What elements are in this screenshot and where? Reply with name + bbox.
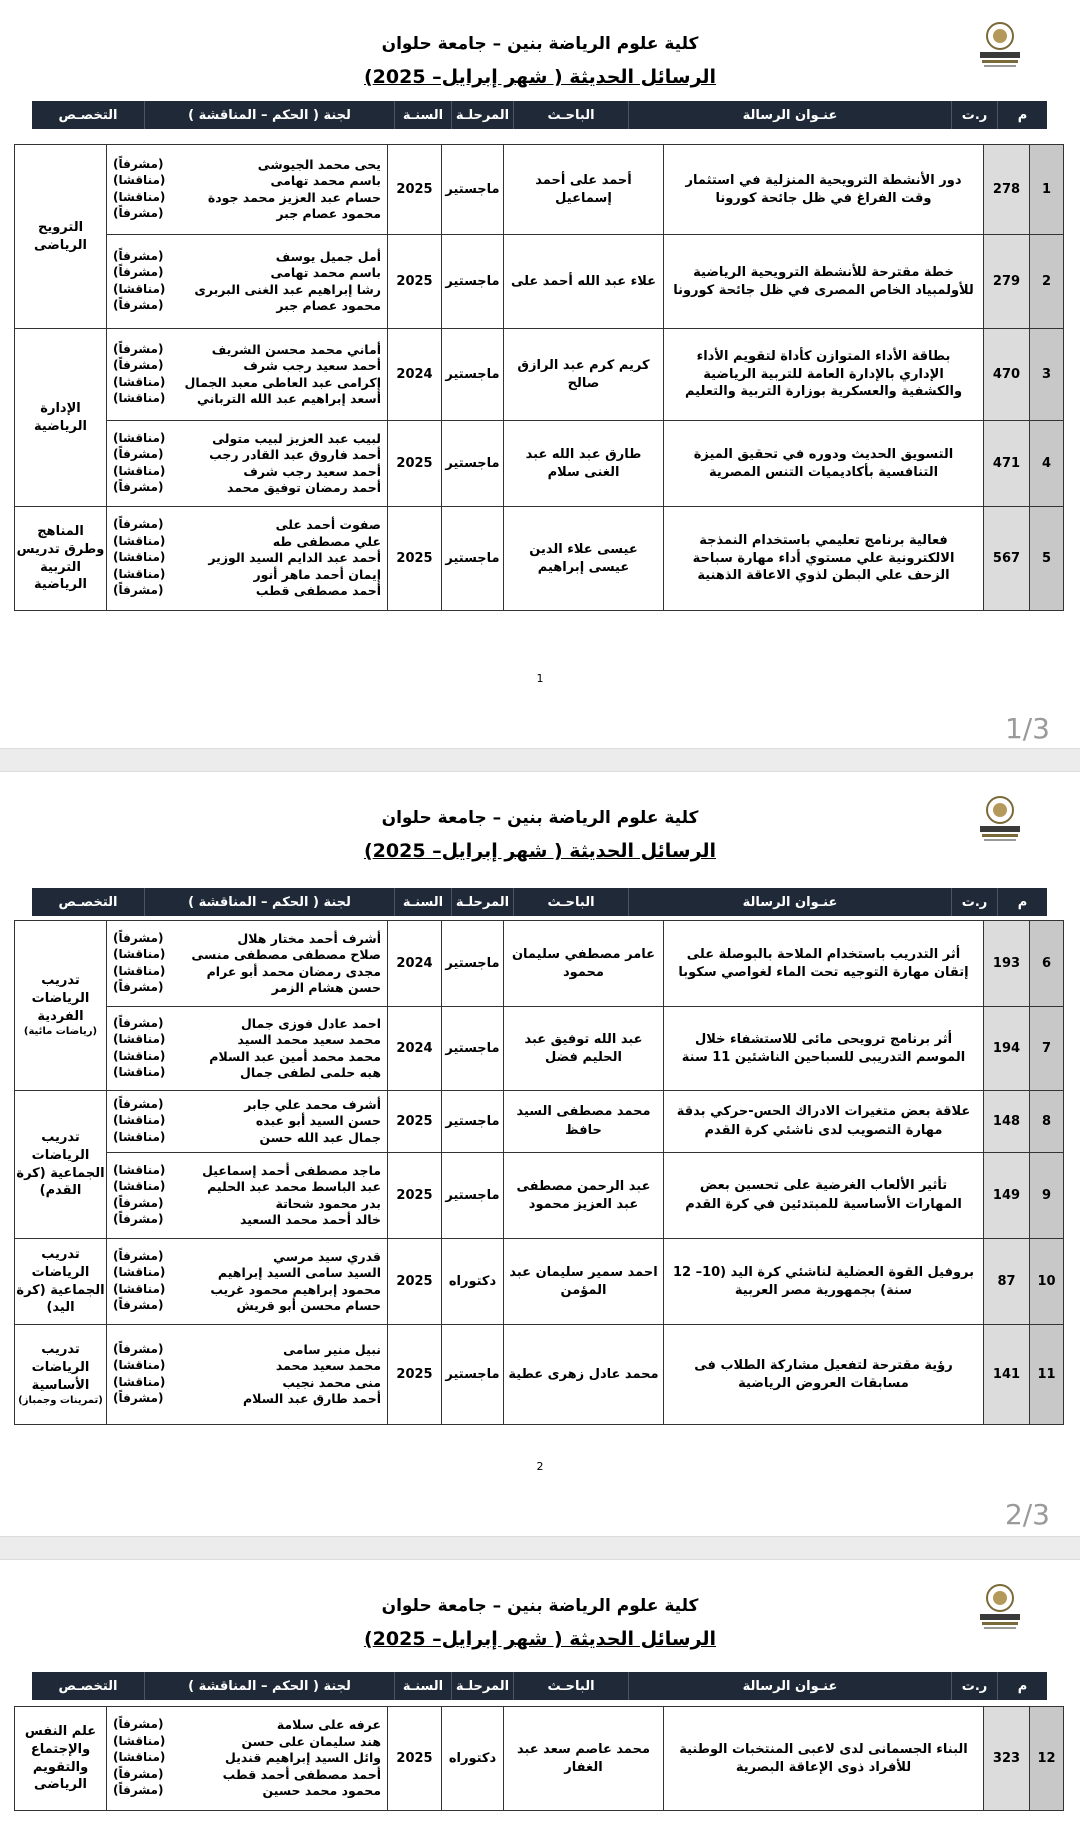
thesis-title: رؤية مقترحة لتفعيل مشاركة الطلاب فى مسابقات العروض الرياضية — [664, 1325, 984, 1425]
college-name: كلية علوم الرياضة بنين – جامعة حلوان — [381, 808, 699, 828]
member-name: عرفه على سلامة — [276, 1717, 381, 1733]
member-name: رشا إبراهيم عبد الغنى البربرى — [194, 281, 381, 297]
researcher: محمد عاصم سعد عبد الغفار — [504, 1707, 664, 1811]
researcher: عبد الله توفيق عبد الحليم فضل — [504, 1007, 664, 1091]
member-role: (مناقشا) — [113, 1065, 166, 1079]
member-name: هند سليمان على حسن — [241, 1733, 381, 1749]
thesis-title: التسويق الحديث ودوره في تحقيق الميزة التنافسية بأكاديميات التنس المصرية — [664, 421, 984, 507]
member-name: بدر محمود شحاتة — [275, 1195, 381, 1211]
year: 2025 — [388, 421, 442, 507]
member-name: إيمان أحمد ماهر أنور — [253, 566, 381, 582]
member-role: (مشرفاً) — [113, 298, 164, 312]
col-spec: التخصـص — [58, 107, 118, 123]
member-role: (مناقشا) — [113, 1162, 166, 1177]
member-name: عبد الباسط محمد عبد الحليم — [207, 1179, 381, 1194]
page-header — [0, 1562, 1080, 1662]
spec-sublabel: (تمرينات وجمباز) — [18, 1395, 103, 1407]
table-row — [15, 235, 1064, 329]
stage: ماجستير — [442, 1091, 504, 1153]
member-role: (مناقشا) — [113, 1733, 166, 1748]
member-role: (مشرفاً) — [113, 1717, 164, 1732]
member-role: (مشرفاً) — [113, 1195, 164, 1210]
year: 2025 — [388, 507, 442, 611]
member-name: أحمد فاروق عبد القادر رجب — [209, 447, 381, 462]
table-row — [15, 1707, 1064, 1811]
member-role: (مشرفاً) — [113, 1391, 164, 1405]
stage: ماجستير — [442, 235, 504, 329]
row-number: 5 — [1030, 507, 1064, 611]
stage: ماجستير — [442, 1007, 504, 1091]
researcher: طارق عبد الله عبد الغنى سلام — [504, 421, 664, 507]
document-heading: الرسائل الحديثة ( شهر إبرايل– 2025) — [363, 840, 717, 862]
thesis-title: دور الأنشطة الترويحية المنزلية في استثمار وقت الفراغ في ظل جائحة كورونا — [664, 145, 984, 235]
row-number: 3 — [1030, 329, 1064, 421]
member-role: (مشرفاً) — [113, 1096, 164, 1111]
specialization — [15, 921, 107, 1091]
thesis-title: علاقة بعض متغيرات الادراك الحس-حركي بدقة مهارة التصويب لدى ناشئي كرة القدم — [664, 1091, 984, 1153]
table-row — [15, 1153, 1064, 1239]
col-title: عنـوان الرسالة — [628, 888, 951, 916]
spec-sublabel: (رياضات مائية) — [23, 1026, 98, 1038]
member-role: (مشرفاً) — [113, 517, 164, 532]
year: 2025 — [388, 1153, 442, 1239]
table-row — [15, 421, 1064, 507]
row-number: 12 — [1030, 1707, 1064, 1811]
document-page-2 — [0, 774, 1080, 1534]
col-year: السنـة — [394, 101, 451, 129]
member-role: (مناقشا) — [113, 1281, 166, 1296]
col-committee: لجنة ( الحكم – المناقشة ) — [144, 101, 394, 129]
member-role: (مناقشا) — [113, 281, 166, 296]
member-role: (مناقشا) — [113, 1048, 166, 1063]
member-name: أحمد رمضان توفيق محمد — [227, 480, 381, 495]
page-header — [0, 774, 1080, 874]
col-title: عنـوان الرسالة — [628, 1672, 951, 1700]
committee — [107, 1091, 388, 1153]
member-name: ماجد مصطفى أحمد إسماعيل — [202, 1162, 381, 1178]
stage: ماجستير — [442, 921, 504, 1007]
member-name: أحمد عبد الدايم السيد الوزير — [208, 550, 381, 566]
col-committee: لجنة ( الحكم – المناقشة ) — [144, 888, 394, 916]
row-serial: 278 — [984, 145, 1030, 235]
member-name: أحمد مصطفى أحمد قطب — [222, 1766, 381, 1782]
member-name: مجدى رمضان محمد أبو عرام — [206, 963, 381, 979]
table-header — [32, 101, 1047, 129]
col-year: السنـة — [394, 1672, 451, 1700]
researcher: علاء عبد الله أحمد على — [504, 235, 664, 329]
member-name: حسام عبد العزيز محمد جودة — [207, 189, 381, 205]
member-name: إكرامى عبد العاطى معبد الجمال — [184, 374, 381, 390]
col-rt: ر.ت — [951, 888, 997, 916]
member-name: يحى محمد الجيوشى — [257, 156, 381, 172]
table-row — [15, 1007, 1064, 1091]
member-role: (مناقشا) — [113, 947, 166, 961]
member-role: (مشرفاً) — [113, 1766, 164, 1781]
row-number: 2 — [1030, 235, 1064, 329]
row-number: 10 — [1030, 1239, 1064, 1325]
member-name: جمال عبد الله حسن — [259, 1129, 381, 1145]
member-role: (مناقشا) — [113, 374, 166, 389]
committee — [107, 1007, 388, 1091]
stage: ماجستير — [442, 1153, 504, 1239]
row-number: 7 — [1030, 1007, 1064, 1091]
stage: ماجستير — [442, 329, 504, 421]
col-rt: ر.ت — [951, 1672, 997, 1700]
member-role: (مناقشا) — [113, 550, 166, 565]
stage: ماجستير — [442, 145, 504, 235]
theses-table — [14, 1706, 1064, 1811]
member-name: أحمد مصطفى قطب — [255, 583, 381, 599]
year: 2025 — [388, 235, 442, 329]
specialization — [15, 1325, 107, 1425]
college-name: كلية علوم الرياضة بنين – جامعة حلوان — [381, 34, 699, 54]
stage: ماجستير — [442, 507, 504, 611]
committee — [107, 1707, 388, 1811]
year: 2025 — [388, 145, 442, 235]
researcher: احمد سمير سليمان عبد المؤمن — [504, 1239, 664, 1325]
col-m: م — [997, 101, 1047, 129]
thesis-title: أثر برنامج ترويحى مائى للاستشفاء خلال الموسم التدريبى للسباحين الناشئين 11 سنة — [664, 1007, 984, 1091]
specialization: تدريب الرياضات الجماعية (كرة اليد) — [15, 1239, 107, 1325]
committee — [107, 329, 388, 421]
table-row — [15, 1091, 1064, 1153]
spec-label: تدريب الرياضات الأساسية — [31, 1342, 90, 1393]
member-name: محمود عصام جبر — [276, 206, 381, 221]
committee — [107, 1325, 388, 1425]
row-serial: 87 — [984, 1239, 1030, 1325]
row-number: 6 — [1030, 921, 1064, 1007]
page-header — [0, 0, 1080, 100]
row-serial: 323 — [984, 1707, 1030, 1811]
member-role: (مناقشا) — [113, 173, 166, 187]
member-name: أمل جميل يوسف — [275, 248, 381, 264]
member-name: باسم محمد تهامى — [270, 173, 381, 188]
thesis-title: خطة مقترحة للأنشطة الترويحية الرياضية للأولمبياد الخاص المصرى في ظل جائحة كورونا — [664, 235, 984, 329]
col-spec: التخصـص — [58, 1678, 118, 1694]
member-role: (مشرفاً) — [113, 980, 164, 994]
col-committee: لجنة ( الحكم – المناقشة ) — [144, 1672, 394, 1700]
member-name: منى محمد نجيب — [282, 1374, 381, 1390]
page-number: 1 — [536, 672, 544, 685]
researcher: محمد مصطفى السيد حافظ — [504, 1091, 664, 1153]
page-number: 2 — [536, 1460, 544, 1473]
member-role: (مشرفاً) — [113, 156, 164, 171]
spec-label: تدريب الرياضات الفردية — [31, 973, 90, 1024]
member-name: صفوت أحمد على — [275, 517, 381, 533]
committee — [107, 235, 388, 329]
row-serial: 193 — [984, 921, 1030, 1007]
researcher: عيسى علاء الدين عيسى إبراهيم — [504, 507, 664, 611]
row-serial: 194 — [984, 1007, 1030, 1091]
year: 2024 — [388, 1007, 442, 1091]
member-name: أشرف أحمد مختار هلال — [237, 930, 381, 946]
thesis-title: بطاقة الأداء المتوازن كأداة لتقويم الأداء الإداري بالإدارة العامة للتربية الرياضية والكشفية والعسكرية بوزارة التربية والتعليم — [664, 329, 984, 421]
researcher: عامر مصطفي سليمان محمود — [504, 921, 664, 1007]
specialization: الترويح الرياضى — [15, 145, 107, 329]
document-heading: الرسائل الحديثة ( شهر إبرايل– 2025) — [363, 1628, 717, 1650]
researcher: عبد الرحمن مصطفى عبد العزيز محمود — [504, 1153, 664, 1239]
thesis-title: تأثير الألعاب الغرضية على تحسين بعض المهارات الأساسية للمبتدئين في كرة القدم — [664, 1153, 984, 1239]
member-role: (مشرفاً) — [113, 341, 164, 356]
member-role: (مناقشا) — [113, 1032, 166, 1046]
member-role: (مشرفاً) — [113, 930, 164, 945]
row-serial: 470 — [984, 329, 1030, 421]
col-year: السنـة — [394, 888, 451, 916]
page-separator — [0, 748, 1080, 772]
row-serial: 279 — [984, 235, 1030, 329]
member-name: احمد عادل فوزى جمال — [240, 1015, 381, 1031]
col-researcher: الباحـث — [513, 101, 628, 129]
member-name: حسام محسن أبو قريش — [236, 1298, 381, 1313]
member-role: (مشرفاً) — [113, 358, 164, 372]
stage: دكتوراه — [442, 1707, 504, 1811]
col-m: م — [997, 1672, 1047, 1700]
committee — [107, 507, 388, 611]
table-row — [15, 329, 1064, 421]
member-role: (مشرفاً) — [113, 1212, 164, 1226]
year: 2025 — [388, 1239, 442, 1325]
year: 2024 — [388, 329, 442, 421]
table-row — [15, 1325, 1064, 1425]
row-serial: 141 — [984, 1325, 1030, 1425]
member-name: علي مصطفى طه — [272, 533, 381, 549]
researcher: كريم كرم عبد الرازق صالح — [504, 329, 664, 421]
row-number: 11 — [1030, 1325, 1064, 1425]
researcher: محمد عادل زهرى عطية — [504, 1325, 664, 1425]
member-role: (مناقشا) — [113, 1129, 166, 1144]
stage: ماجستير — [442, 1325, 504, 1425]
row-number: 1 — [1030, 145, 1064, 235]
col-stage: المرحلـة — [451, 1672, 513, 1700]
member-name: أشرف محمد علي جابر — [244, 1096, 381, 1112]
member-role: (مناقشا) — [113, 1358, 166, 1372]
member-role: (مناقشا) — [113, 463, 166, 478]
committee — [107, 421, 388, 507]
row-serial: 471 — [984, 421, 1030, 507]
specialization: تدريب الرياضات الجماعية (كرة القدم) — [15, 1091, 107, 1239]
member-name: محمود محمد حسين — [262, 1783, 381, 1799]
thesis-title: البناء الجسمانى لدى لاعبى المنتخبات الوطنية للأفراد ذوى الإعاقة البصرية — [664, 1707, 984, 1811]
member-role: (مشرفاً) — [113, 248, 164, 263]
member-name: محمود عصام جبر — [276, 298, 381, 313]
page-counter: 1/3 — [1004, 712, 1050, 745]
year: 2025 — [388, 1325, 442, 1425]
member-name: هبه حلمى لطفى جمال — [240, 1065, 381, 1080]
member-role: (مناقشا) — [113, 533, 166, 548]
member-role: (مشرفاً) — [113, 583, 164, 598]
member-name: أحمد طارق عبد السلام — [242, 1391, 381, 1406]
col-m: م — [997, 888, 1047, 916]
table-header — [32, 1672, 1047, 1700]
member-name: أماني محمد محسن الشريف — [211, 341, 381, 357]
member-role: (مشرفاً) — [113, 1015, 164, 1030]
member-role: (مناقشا) — [113, 391, 166, 405]
theses-table — [14, 144, 1064, 611]
specialization: المناهج وطرق تدريس التربية الرياضية — [15, 507, 107, 611]
page-separator — [0, 1536, 1080, 1560]
member-name: محمد محمد أمين عبد السلام — [209, 1048, 381, 1064]
stage: دكتوراه — [442, 1239, 504, 1325]
member-role: (مشرفاً) — [113, 265, 164, 279]
year: 2025 — [388, 1707, 442, 1811]
document-page-1 — [0, 0, 1080, 745]
document-page-3 — [0, 1562, 1080, 1847]
committee — [107, 1153, 388, 1239]
member-name: خالد أحمد محمد السعيد — [240, 1212, 381, 1227]
member-name: أحمد سعيد رجب شرف — [243, 358, 381, 373]
member-role: (مناقشا) — [113, 1750, 166, 1765]
college-name: كلية علوم الرياضة بنين – جامعة حلوان — [381, 1596, 699, 1616]
member-role: (مناقشا) — [113, 1265, 166, 1279]
member-name: محمود إبراهيم محمود غريب — [210, 1281, 381, 1297]
member-role: (مشرفاً) — [113, 206, 164, 220]
row-number: 4 — [1030, 421, 1064, 507]
member-role: (مشرفاً) — [113, 1248, 164, 1263]
specialization: الإدارة الرياضية — [15, 329, 107, 507]
member-role: (مناقشا) — [113, 1374, 166, 1389]
row-number: 8 — [1030, 1091, 1064, 1153]
member-name: حسن هشام الزمر — [271, 980, 381, 995]
theses-table — [14, 920, 1064, 1425]
col-researcher: الباحـث — [513, 1672, 628, 1700]
member-role: (مناقشا) — [113, 1113, 166, 1128]
table-row — [15, 921, 1064, 1007]
member-name: باسم محمد تهامى — [270, 265, 381, 280]
researcher: أحمد على أحمد إسماعيل — [504, 145, 664, 235]
col-title: عنـوان الرسالة — [628, 101, 951, 129]
member-role: (مشرفاً) — [113, 1341, 164, 1356]
specialization: علم النفس والإجتماع والتقويم الرياضى — [15, 1707, 107, 1811]
table-row — [15, 1239, 1064, 1325]
member-role: (مناقشا) — [113, 430, 166, 445]
member-role: (مشرفاً) — [113, 1783, 164, 1798]
thesis-title: فعالية برنامج تعليمي باستخدام النمذجة الالكترونية علي مستوي أداء مهارة سباحة الزحف علي البطن لذوي الاعاقة الذهنية — [664, 507, 984, 611]
col-rt: ر.ت — [951, 101, 997, 129]
member-name: قدري سيد مرسي — [273, 1248, 381, 1264]
year: 2025 — [388, 1091, 442, 1153]
member-name: أسعد إبراهيم عبد الله الترباني — [197, 391, 381, 406]
committee — [107, 921, 388, 1007]
member-name: محمد سعيد محمد — [275, 1358, 381, 1373]
member-name: وائل السيد إبراهيم قنديل — [225, 1750, 381, 1766]
committee — [107, 1239, 388, 1325]
member-role: (مشرفاً) — [113, 447, 164, 461]
member-name: محمد سعيد محمد السيد — [237, 1032, 381, 1047]
document-heading: الرسائل الحديثة ( شهر إبرايل– 2025) — [363, 66, 717, 88]
col-researcher: الباحـث — [513, 888, 628, 916]
member-name: أحمد سعيد رجب شرف — [243, 463, 381, 479]
stage: ماجستير — [442, 421, 504, 507]
member-name: حسن السيد أبو عبده — [255, 1113, 381, 1129]
thesis-title: بروفيل القوة العضلية لناشئي كرة اليد (10– 12 سنة) بجمهورية مصر العربية — [664, 1239, 984, 1325]
member-name: لبيب عبد العزيز لبيب متولى — [212, 430, 381, 446]
thesis-title: أثر التدريب باستخدام الملاحة بالبوصلة على إتقان مهارة التوجيه تحت الماء لغواصي سكوبا — [664, 921, 984, 1007]
member-name: صلاح مصطفى مصطفى منسى — [191, 947, 381, 962]
year: 2024 — [388, 921, 442, 1007]
member-role: (مناقشا) — [113, 963, 166, 978]
member-role: (مناقشا) — [113, 566, 166, 581]
col-stage: المرحلـة — [451, 101, 513, 129]
row-serial: 567 — [984, 507, 1030, 611]
member-name: نبيل منير سامى — [283, 1341, 381, 1357]
member-role: (مناقشا) — [113, 189, 166, 204]
member-role: (مشرفاً) — [113, 480, 164, 494]
committee — [107, 145, 388, 235]
member-name: السيد سامى السيد إبراهيم — [217, 1265, 381, 1280]
member-role: (مشرفاً) — [113, 1298, 164, 1312]
page-counter: 2/3 — [1004, 1498, 1050, 1531]
row-serial: 149 — [984, 1153, 1030, 1239]
table-row — [15, 145, 1064, 235]
table-header — [32, 888, 1047, 916]
row-number: 9 — [1030, 1153, 1064, 1239]
col-spec: التخصـص — [58, 894, 118, 910]
row-serial: 148 — [984, 1091, 1030, 1153]
table-row — [15, 507, 1064, 611]
member-role: (مناقشا) — [113, 1179, 166, 1193]
col-stage: المرحلـة — [451, 888, 513, 916]
